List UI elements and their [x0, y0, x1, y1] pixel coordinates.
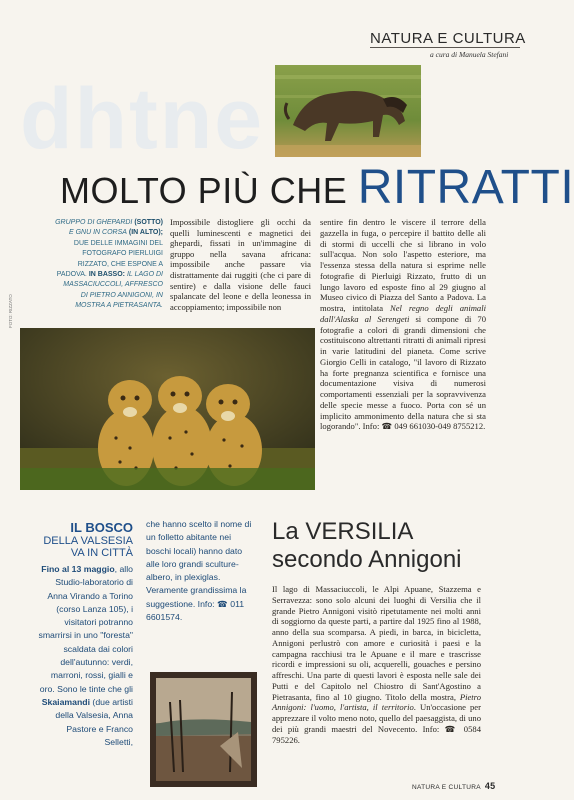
bosco-title	[36, 520, 133, 559]
section-title: NATURA E CULTURA	[370, 30, 526, 47]
article-column-2	[320, 217, 486, 432]
column-2-text-b: si compone di 70 fotografie a colori di grandi dimensioni che costituiscono altrettanti ritratti di animali ripresi in varie latitudini del pianeta. Come scrive Giorgio Celli in catalogo, "il lavoro di Rizzato ha forte pregnanza scientifica e fornisce una documentazione visiva di numerosi comportamenti essenziali per la sopravvivenza delle specie messe a fuoco. Porta con sé un implicito ammonimento della natura che si sta logorando". Info: ☎ 049 661030-049 8755212.	[320, 313, 486, 432]
versilia-title-line-1: La VERSILIA	[272, 518, 414, 545]
bosco-text-left	[36, 563, 133, 749]
bosco-title-line-2: DELLA VALSESIA VA IN CITTÀ	[43, 535, 133, 559]
versilia-title-line-2: secondo Annigoni	[272, 546, 462, 573]
photo-caption	[55, 218, 163, 312]
caption-part-4: (IN ALTO);	[128, 229, 163, 237]
column-2-text-a: sentire fin dentro le viscere il terrore della gazzella in fuga, o percepire il battito delle ali di stormi di uccelli che si librano in volo sull'acqua. Non solo l'aspetto esteriore, ma l'essenza stessa della natura si esprime nelle fotografie di Pierluigi Rizzato, frutto di un lungo lavoro ed esposte fino al 29 giugno al Museo civico di Piazza del Santo a Padova. La mostra, intitolata	[320, 217, 486, 313]
caption-part-7: IL LAGO DI MASSACIUCCOLI, AFFRESCO DI PIETRO ANNIGONI, IN MOSTRA A PIETRASANTA.	[63, 271, 163, 310]
headline-ritratti: RITRATTI	[357, 161, 574, 214]
page-number: 45	[484, 781, 496, 791]
bosco-date: Fino al 13 maggio	[41, 564, 115, 574]
bosco-title-line-1: IL BOSCO	[70, 520, 133, 535]
caption-part-1: GRUPPO DI GHEPARDI	[55, 219, 133, 226]
bosco-text-right: che hanno scelto il nome di un folletto abitante nei boschi locali) hanno dato alle loro grandi sculture-albero, in plexiglas. Veramente grandissima la suggestione. Info: ☎ 011 6601574.	[146, 519, 252, 623]
exhibition-title: Nel regno degli animali dall'Alaska al Serengeti	[320, 303, 486, 324]
wildebeest-photo	[275, 65, 421, 157]
caption-part-3: E GNU IN CORSA	[69, 229, 127, 237]
bosco-text-a: , allo Studio-laboratorio di Anna Virando a Torino (corso Lanza 105), i visitatori potranno smarrirsi in uno "foresta" scaldata dai colori dell'autunno: verdi, marroni, rossi, gialli e oro. Sono le tinte che gli	[38, 564, 133, 694]
header-rule	[370, 47, 520, 48]
versilia-text-a: Il lago di Massaciuccoli, le Alpi Apuane, Stazzema e Serravezza: sono solo alcuni dei luoghi di Versilia che il grande Pietro Annigoni visitò ripetutamente nei molti anni di soggiorno da queste parti, a partire dal 1925 fino al 1988, anno della sua scomparsa. A piedi, in barca, in bicicletta, Annigoni perlustrò con amore e curiosità i paesi e la campagna racchiusi tra le Apuane e il mare e trascrisse ricordi e impressioni su oli, acquerelli, gouaches e persino affreschi. Una parte di questi lavori è esposta nelle sale dei Putti e del Capitolo nel Chiostro di Sant'Agostino a Pietrasanta, fino al 10 giugno. Titolo della mostra,	[272, 584, 481, 702]
caption-part-5: DUE DELLE IMMAGINI DEL FOTOGRAFO PIERLUIGI RIZZATO, CHE ESPONE A PADOVA.	[56, 239, 163, 279]
article-column-1: Impossibile distogliere gli occhi da quelli luminescenti e magnetici dei ghepardi, fissati in un'immagine di gruppo nella savana africana: impossibile anche passare via distrattamente dai ruggiti (che ci pare di sentire) e dalla visione delle fauci spalancate del leone e della leonessa in accoppiamento; impossibile non	[170, 217, 311, 312]
bosco-text-b: (due artisti della Valsesia, Anna Pastore e Franco Selletti,	[55, 696, 133, 747]
section-curator: a cura di Manuela Stefani	[430, 50, 509, 59]
photo-credit: FOTO: RIZZATO	[8, 294, 13, 328]
bosco-artists: Skaiamandi	[41, 696, 91, 707]
article-headline	[60, 160, 574, 215]
annigoni-painting	[150, 672, 257, 787]
caption-part-6: IN BASSO:	[88, 271, 125, 279]
page-footer	[412, 781, 495, 791]
cheetah-photo	[20, 328, 315, 490]
background-ghost-text: dhtne	[20, 71, 265, 167]
versilia-text	[272, 584, 481, 745]
versilia-exhibition-title: Pietro Annigoni: l'uomo, l'artista, il territorio	[272, 691, 481, 713]
versilia-title	[272, 518, 462, 574]
headline-prefix: MOLTO PIÙ CHE	[60, 170, 348, 211]
caption-part-2: (SOTTO)	[134, 219, 163, 226]
versilia-text-b: . Un'occasione per apprezzare il volto meno noto, quello del paesaggista, di uno dei più grandi maestri del Novecento. Info: ☎ 0584 795226.	[272, 702, 481, 745]
footer-section: NATURA E CULTURA	[412, 784, 481, 791]
